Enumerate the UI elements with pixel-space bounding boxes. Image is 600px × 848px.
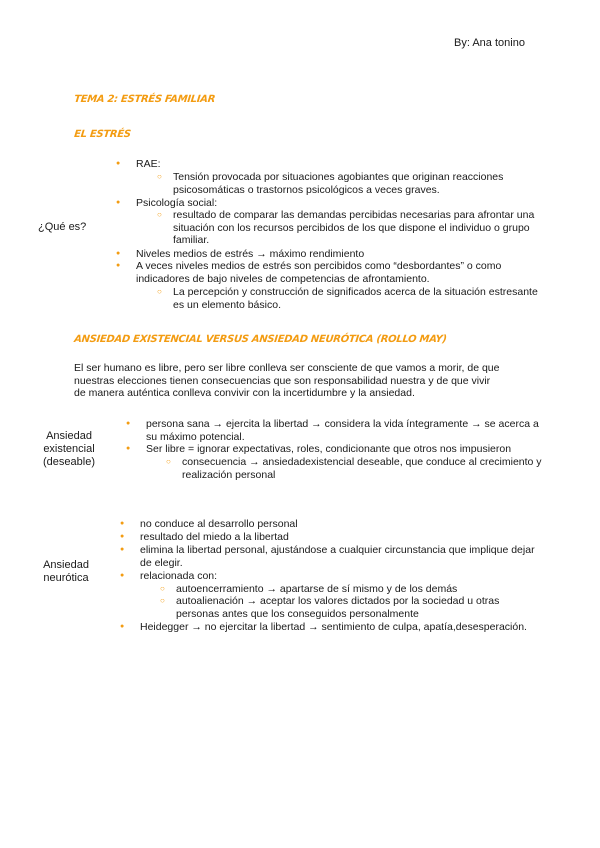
list-item-heidegger: ● Heidegger → no ejercitar la libertad → sentimiento de culpa, apatía,desesperación. — [140, 621, 527, 634]
neurotica-label: Ansiedad neurótica — [43, 559, 89, 584]
list-subitem-consecuencia: ○ consecuencia → ansiedadexistencial deseable, que conduce al crecimiento y realización personal — [182, 456, 542, 481]
list-item-elimina: ● elimina la libertad personal, ajustándose a cualquier circunstancia que implique dejar de elegir. — [140, 544, 535, 569]
list-subitem-autoencerramiento: ○ autoencerramiento → apartarse de sí mismo y de los demás — [176, 583, 457, 596]
section-heading-estres: EL ESTRÉS — [73, 129, 132, 140]
list-subitem-autoalienacion: ○ autoalienación → aceptar los valores dictados por la sociedad u otras personas antes que los conseguidos personalmente — [176, 595, 499, 620]
list-item-psicologia: ● Psicología social: — [136, 197, 217, 210]
que-es-label: ¿Qué es? — [38, 221, 87, 233]
list-item-niveles: ● Niveles medios de estrés → máximo rendimiento — [136, 248, 364, 261]
list-item-ser-libre: ● Ser libre = ignorar expectativas, roles, condicionante que otros nos impusieron — [146, 443, 511, 456]
topic-title: TEMA 2: ESTRÉS FAMILIAR — [73, 94, 216, 105]
intro-paragraph: El ser humano es libre, pero ser libre conlleva ser consciente de que vamos a morir, de que nuestras elecciones tienen consecuencias que son responsabilidad nuestra y de que vivir de manera auténtica conlleva convivir con la incertidumbre y la ansiedad. — [74, 362, 500, 399]
list-subitem-rae-def: ○ Tensión provocada por situaciones agobiantes que originan reacciones psicosomáticas o trastornos psicológicos a veces graves. — [173, 171, 503, 196]
list-item-aveces: ● A veces niveles medios de estrés son percibidos como “desbordantes” o como indicadores de bajo niveles de competencias de afrontamiento. — [136, 260, 501, 285]
list-subitem-percepcion: ○ La percepción y construcción de significados acerca de la situación estresante es un elemento básico. — [173, 286, 538, 311]
section-heading-ansiedad: ANSIEDAD EXISTENCIAL VERSUS ANSIEDAD NEURÓTICA (ROLLO MAY) — [73, 334, 448, 345]
list-item-relacionada: ● relacionada con: — [140, 570, 217, 583]
list-subitem-psicologia-def: ○ resultado de comparar las demandas percibidas necesarias para afrontar una situación con los recursos percibidos de los que dispone el individuo o grupo familiar. — [173, 209, 534, 247]
author-credit: By: Ana tonino — [454, 37, 525, 49]
existencial-label: Ansiedad existencial (deseable) — [43, 430, 95, 468]
list-item-persona-sana: ● persona sana → ejercita la libertad → considera la vida íntegramente → se acerca a su máximo potencial. — [146, 418, 539, 443]
list-item-resultado-miedo: ● resultado del miedo a la libertad — [140, 531, 289, 544]
list-item-rae: ● RAE: — [136, 158, 161, 171]
list-item-no-conduce: ● no conduce al desarrollo personal — [140, 518, 298, 531]
